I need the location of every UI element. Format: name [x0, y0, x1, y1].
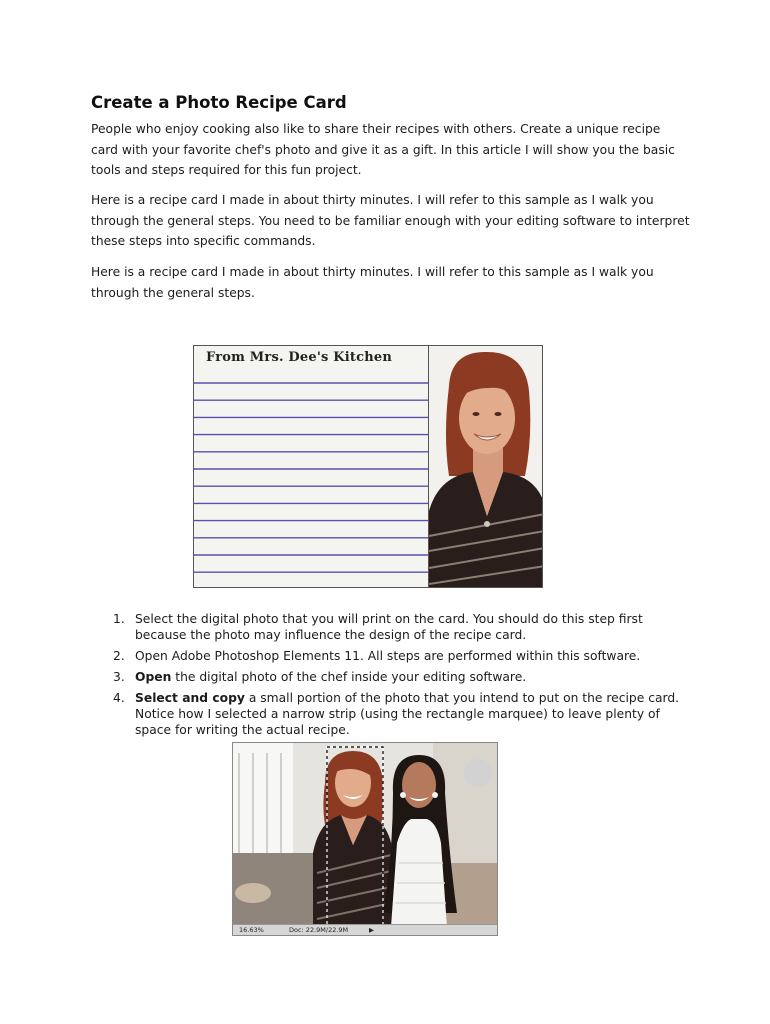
step-text: the digital photo of the chef inside your editing software. — [171, 670, 527, 684]
step-text: Open Adobe Photoshop Elements 11. All steps are performed within this software. — [135, 649, 641, 663]
list-item — [91, 690, 691, 738]
intro-paragraph: People who enjoy cooking also like to share their recipes with others. Create a unique recipe card with your favorite chef's photo and give it as a gift. In this article I will show you the basic tools and steps required for this fun project. — [91, 122, 675, 177]
status-bar — [233, 924, 497, 935]
status-arrow-icon: ▶ — [369, 926, 374, 934]
step-number: 3. — [113, 670, 125, 684]
step-number: 4. — [113, 691, 125, 705]
chef-photo — [428, 346, 543, 588]
card-ruled-lines — [194, 346, 428, 588]
list-item — [91, 648, 691, 664]
photo-selection-image — [233, 743, 498, 927]
sample-paragraph-repeat: Here is a recipe card I made in about thirty minutes. I will refer to this sample as I walk you through the general steps. — [91, 265, 654, 300]
step-number: 1. — [113, 612, 125, 626]
page-title: Create a Photo Recipe Card — [91, 93, 347, 112]
steps-list — [91, 611, 691, 743]
list-item — [91, 611, 691, 643]
step-text: a small portion of the photo that you intend to put on the recipe card. Notice how I selected a narrow strip (using the rectangle marquee) to leave plenty of space for writing the actual recipe. — [135, 691, 680, 737]
recipe-card-title: From Mrs. Dee's Kitchen — [206, 350, 392, 365]
step-number: 2. — [113, 649, 125, 663]
list-item — [91, 669, 691, 685]
step-text: Select the digital photo that you will print on the card. You should do this step first because the photo may influence the design of the recipe card. — [135, 612, 643, 642]
photoshop-screenshot — [232, 742, 498, 936]
step-bold-text: Open — [135, 670, 172, 684]
doc-size: Doc: 22.9M/22.9M — [289, 926, 349, 934]
recipe-card-image — [193, 345, 543, 588]
zoom-level: 16.63% — [239, 926, 264, 934]
step-bold-text: Select and copy — [135, 691, 245, 705]
sample-paragraph: Here is a recipe card I made in about thirty minutes. I will refer to this sample as I walk you through the general steps. You need to be familiar enough with your editing software to interpret these steps into specific commands. — [91, 193, 690, 248]
